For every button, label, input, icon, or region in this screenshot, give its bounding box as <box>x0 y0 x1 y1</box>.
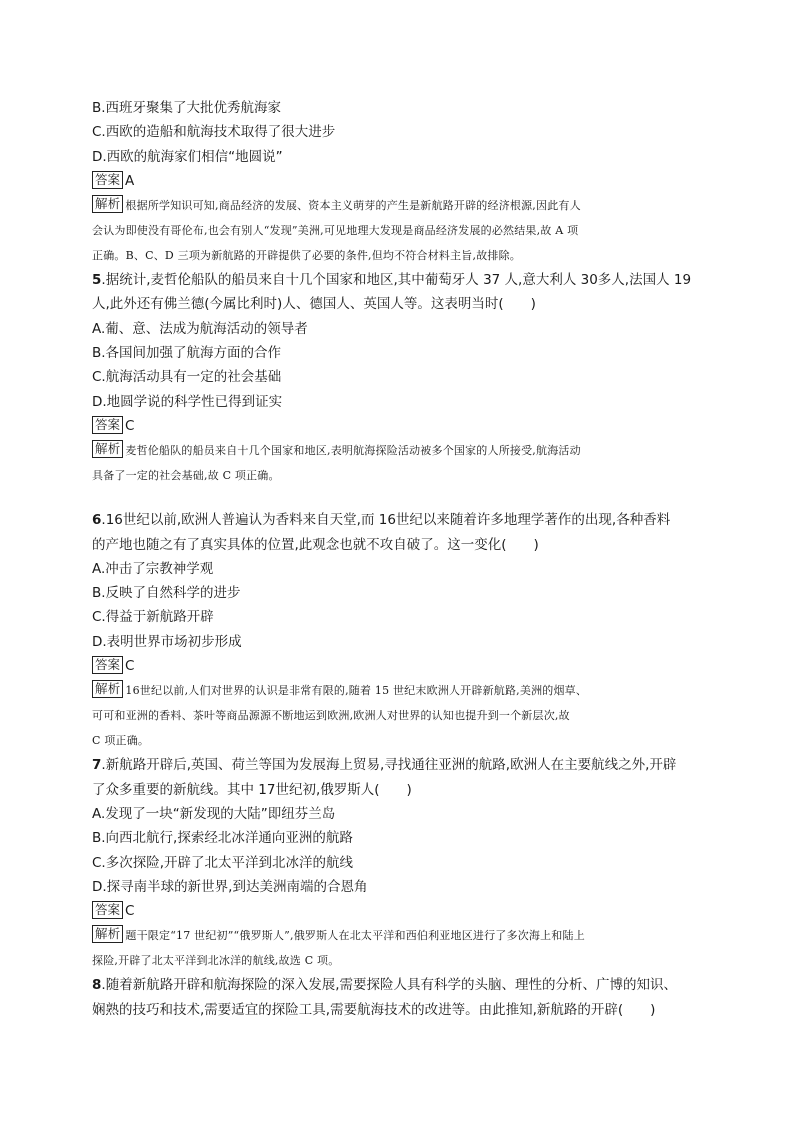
q7-option-d: D.探寻南半球的新世界,到达美洲南端的合恩角 <box>92 878 368 895</box>
answer-value: A <box>125 172 135 189</box>
question-number: 7 <box>92 757 102 774</box>
stem-line: 的产地也随之有了真实具体的位置,此观念也就不攻自破了。这一变化( ) <box>92 536 539 553</box>
q6-stem <box>92 508 708 532</box>
explanation-line: 题干限定“17 世纪初”“俄罗斯人”,俄罗斯人在北太平洋和西伯利亚地区进行了多次海上和陆上 <box>125 929 585 943</box>
q6-option-c: C.得益于新航路开辟 <box>92 609 214 626</box>
q5-explanation <box>92 438 708 463</box>
explanation-line: 会认为即使没有哥伦布,也会有别人“发现”美洲,可见地理大发现是商品经济发展的必然结果,故 A 项 <box>92 224 579 238</box>
explanation-line: 根据所学知识可知,商品经济的发展、资本主义萌芽的产生是新航路开辟的经济根源,因此有人 <box>125 199 581 213</box>
answer-value: C <box>125 903 135 920</box>
q4-answer <box>92 169 708 193</box>
question-number: 5 <box>92 272 102 289</box>
q7-option-c: C.多次探险,开辟了北太平洋到北冰洋的航线 <box>92 854 354 871</box>
stem-line: 娴熟的技巧和技术,需要适宜的探险工具,需要航海技术的改进等。由此推知,新航路的开辟( ) <box>92 1001 656 1018</box>
explanation-label: 解析 <box>92 195 123 213</box>
q6-option-a: A.冲击了宗教神学观 <box>92 560 214 577</box>
stem-line: .据统计,麦哲伦船队的船员来自十几个国家和地区,其中葡萄牙人 37 人,意大利人 30多人,法国人 19 <box>101 272 692 289</box>
explanation-line: 16世纪以前,人们对世界的认识是非常有限的,随着 15 世纪末欧洲人开辟新航路,美洲的烟草、 <box>125 684 588 698</box>
answer-value: C <box>125 417 135 434</box>
q7-option-b: B.向西北航行,探索经北冰洋通向亚洲的航路 <box>92 830 353 847</box>
stem-line: .新航路开辟后,英国、荷兰等国为发展海上贸易,寻找通往亚洲的航路,欧洲人在主要航线之外,开辟 <box>101 757 677 774</box>
q8-stem <box>92 973 708 997</box>
q5-stem <box>92 268 708 292</box>
q4-option-c: C.西欧的造船和航海技术取得了很大进步 <box>92 124 336 141</box>
explanation-label: 解析 <box>92 680 123 698</box>
q7-option-a: A.发现了一块“新发现的大陆”即纽芬兰岛 <box>92 805 336 822</box>
explanation-line: C 项正确。 <box>92 734 150 748</box>
explanation-label: 解析 <box>92 925 123 943</box>
explanation-label: 解析 <box>92 440 123 458</box>
q6-option-b: B.反映了自然科学的进步 <box>92 585 241 602</box>
q6-answer <box>92 654 708 678</box>
explanation-line: 正确。B、C、D 三项为新航路的开辟提供了必要的条件,但均不符合材料主旨,故排除。 <box>92 249 522 263</box>
explanation-line: 麦哲伦船队的船员来自十几个国家和地区,表明航海探险活动被多个国家的人所接受,航海活动 <box>125 444 581 458</box>
q5-option-d: D.地圆学说的科学性已得到证实 <box>92 393 283 410</box>
stem-line: .16世纪以前,欧洲人普遍认为香料来自天堂,而 16世纪以来随着许多地理学著作的出现,各种香料 <box>101 512 671 529</box>
question-number: 8 <box>92 977 102 994</box>
answer-value: C <box>125 658 135 675</box>
q7-explanation <box>92 923 708 948</box>
question-number: 6 <box>92 512 102 529</box>
explanation-line: 可可和亚洲的香料、茶叶等商品源源不断地运到欧洲,欧洲人对世界的认知也提升到一个新层次,故 <box>92 709 570 723</box>
question-7 <box>92 753 708 973</box>
answer-label: 答案 <box>92 901 123 919</box>
question-8 <box>92 973 708 1022</box>
spacer <box>92 488 708 508</box>
q4-option-b: B.西班牙聚集了大批优秀航海家 <box>92 100 282 116</box>
stem-line: 了众多重要的新航线。其中 17世纪初,俄罗斯人( ) <box>92 781 412 798</box>
q7-stem <box>92 753 708 777</box>
q6-explanation <box>92 678 708 703</box>
stem-line: 人,此外还有佛兰德(今属比利时)人、德国人、英国人等。这表明当时( ) <box>92 296 536 313</box>
question-4 <box>92 96 708 268</box>
q5-option-c: C.航海活动具有一定的社会基础 <box>92 369 282 386</box>
q5-option-a: A.葡、意、法成为航海活动的领导者 <box>92 320 308 337</box>
q4-option-d: D.西欧的航海家们相信“地圆说” <box>92 148 283 165</box>
q4-explanation <box>92 193 708 218</box>
explanation-line: 探险,开辟了北太平洋到北冰洋的航线,故选 C 项。 <box>92 954 340 968</box>
q5-option-b: B.各国间加强了航海方面的合作 <box>92 345 282 362</box>
q5-answer <box>92 414 708 438</box>
q6-option-d: D.表明世界市场初步形成 <box>92 633 242 650</box>
answer-label: 答案 <box>92 416 123 434</box>
stem-line: .随着新航路开辟和航海探险的深入发展,需要探险人具有科学的头脑、理性的分析、广博的知识、 <box>101 977 677 994</box>
question-5 <box>92 268 708 488</box>
explanation-line: 具备了一定的社会基础,故 C 项正确。 <box>92 469 280 483</box>
answer-label: 答案 <box>92 171 123 189</box>
question-6 <box>92 508 708 753</box>
answer-label: 答案 <box>92 656 123 674</box>
page-content <box>92 96 708 1022</box>
q7-answer <box>92 899 708 923</box>
